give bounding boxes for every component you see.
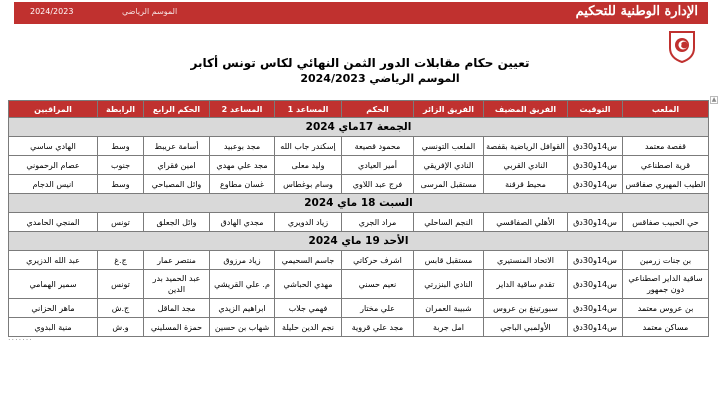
column-header: المراقبين (9, 101, 98, 118)
table-cell: قفصة معتمد (623, 137, 709, 156)
table-cell: المنجي الحامدي (9, 213, 98, 232)
page-subtitle: الموسم الرياضي 2024/2023 (300, 72, 460, 85)
table-header-row (9, 101, 709, 118)
table-cell: بن جنات زرمين (623, 251, 709, 270)
table-cell: ج.ش (98, 299, 144, 318)
table-cell: اشرف حركاتي (342, 251, 414, 270)
table-cell: حمزة المسليني (144, 318, 210, 337)
table-cell: نعيم حسني (342, 270, 414, 299)
table-cell: تونس (98, 270, 144, 299)
table-cell: فرج عبد اللاوي (342, 175, 414, 194)
table-cell: القوافل الرياضية بقفصة (484, 137, 568, 156)
table-cell: سبورتينغ بن عروس (484, 299, 568, 318)
table-cell: امين فقراي (144, 156, 210, 175)
table-cell: النادي البنزرتي (414, 270, 484, 299)
table-cell: جنوب (98, 156, 144, 175)
table-cell: محمود قصيعة (342, 137, 414, 156)
day-label: الأحد 19 ماي 2024 (9, 232, 709, 251)
table-cell: و.ش (98, 318, 144, 337)
table-cell: س14و30دق (568, 156, 623, 175)
table-cell: س14و30دق (568, 270, 623, 299)
season-label: الموسم الرياضي (122, 7, 178, 16)
table-cell: علي مختار (342, 299, 414, 318)
table-cell: ج.غ (98, 251, 144, 270)
table-cell: مجد علي قروية (342, 318, 414, 337)
table-cell: الأولمبي الباجي (484, 318, 568, 337)
table-cell: س14و30دق (568, 299, 623, 318)
table-cell: انيس الدجام (9, 175, 98, 194)
table-cell: م. علي القريشي (210, 270, 275, 299)
table-cell: شهاب بن حسين (210, 318, 275, 337)
table-cell: مجد الماقل (144, 299, 210, 318)
table-cell: تقدم ساقية الداير (484, 270, 568, 299)
table-row (9, 270, 709, 299)
table-row (9, 251, 709, 270)
table-cell: مهدي الحباشي (275, 270, 342, 299)
table-cell: وسام بوغطاس (275, 175, 342, 194)
table-cell: سمير الهمامي (9, 270, 98, 299)
table-cell: زياد مرزوق (210, 251, 275, 270)
page-margin-dots: ....... (8, 333, 33, 342)
table-cell: وليد معلى (275, 156, 342, 175)
table-row (9, 318, 709, 337)
table-cell: أسامة عريبط (144, 137, 210, 156)
day-label: الجمعة 17ماي 2024 (9, 118, 709, 137)
table-row (9, 156, 709, 175)
header-bar (14, 2, 708, 24)
table-cell: وائل المصباحي (144, 175, 210, 194)
referee-schedule-table (8, 100, 709, 337)
table-cell: تونس (98, 213, 144, 232)
table-row (9, 137, 709, 156)
table-cell: وسط (98, 137, 144, 156)
table-row (9, 213, 709, 232)
table-cell: محيط قرقنة (484, 175, 568, 194)
column-header: التوقيت (568, 101, 623, 118)
table-cell: عبد الله الدزيري (9, 251, 98, 270)
column-header: الحكم (342, 101, 414, 118)
organization-title: الإدارة الوطنية للتحكيم (575, 4, 698, 19)
table-cell: أمير العيادي (342, 156, 414, 175)
season-year: 2024/2023 (30, 7, 74, 16)
table-cell: مراد الجري (342, 213, 414, 232)
table-cell: الاتحاد المنستيري (484, 251, 568, 270)
column-header: الفريق الزائر (414, 101, 484, 118)
column-header: المساعد 1 (275, 101, 342, 118)
table-cell: مجد علي مهدي (210, 156, 275, 175)
table-cell: امل جربة (414, 318, 484, 337)
table-cell: مساكن معتمد (623, 318, 709, 337)
table-cell: الملعب التونسي (414, 137, 484, 156)
table-cell: زياد الدويري (275, 213, 342, 232)
table-row (9, 175, 709, 194)
table-cell: وائل الجعلق (144, 213, 210, 232)
day-label: السبت 18 ماي 2024 (9, 194, 709, 213)
day-row (9, 232, 709, 251)
table-cell: مستقبل المرسى (414, 175, 484, 194)
table-cell: س14و30دق (568, 137, 623, 156)
table-cell: س14و30دق (568, 318, 623, 337)
table-cell: النجم الساحلي (414, 213, 484, 232)
table-cell: س14و30دق (568, 251, 623, 270)
table-cell: س14و30دق (568, 213, 623, 232)
day-row (9, 118, 709, 137)
day-row (9, 194, 709, 213)
table-cell: منتصر عمار (144, 251, 210, 270)
table-cell: النادي الإفريقي (414, 156, 484, 175)
table-cell: عصام الرحموني (9, 156, 98, 175)
table-cell: إسكندر جاب الله (275, 137, 342, 156)
table-cell: س14و30دق (568, 175, 623, 194)
table-cell: ساقية الداير اصطناعي دون جمهور (623, 270, 709, 299)
table-cell: بن عروس معتمد (623, 299, 709, 318)
table-cell: النادي القربي (484, 156, 568, 175)
table-cell: عبد الحميد بدر الدين (144, 270, 210, 299)
table-cell: غسان مطاوع (210, 175, 275, 194)
table-cell: جاسم السحيمي (275, 251, 342, 270)
table-cell: شبيبة العمران (414, 299, 484, 318)
scroll-up-icon[interactable]: ▲ (711, 96, 717, 103)
table-cell: الطيب المهيري صفاقس (623, 175, 709, 194)
table-cell: ابراهيم الزيدي (210, 299, 275, 318)
table-cell: ماهر الحزاني (9, 299, 98, 318)
column-header: الملعب (623, 101, 709, 118)
table-cell: مجد بوعبيد (210, 137, 275, 156)
page-title: تعيين حكام مقابلات الدور الثمن النهائي لكاس تونس أكابر (190, 56, 530, 70)
table-cell: فهمي جلاب (275, 299, 342, 318)
table-cell: الهادي ساسي (9, 137, 98, 156)
table-row (9, 299, 709, 318)
column-header: الرابطة (98, 101, 144, 118)
column-header: المساعد 2 (210, 101, 275, 118)
table-cell: حي الحبيب صفاقس (623, 213, 709, 232)
table-cell: مجدي الهادق (210, 213, 275, 232)
table-cell: منية البدوي (9, 318, 98, 337)
table-cell: الأهلي الصفاقسي (484, 213, 568, 232)
table-cell: مستقبل قابس (414, 251, 484, 270)
table-cell: وسط (98, 175, 144, 194)
column-header: الحكم الرابع (144, 101, 210, 118)
table-cell: نجم الدين حليلة (275, 318, 342, 337)
column-header: الفريق المضيف (484, 101, 568, 118)
table-cell: قرية اصطناعي (623, 156, 709, 175)
